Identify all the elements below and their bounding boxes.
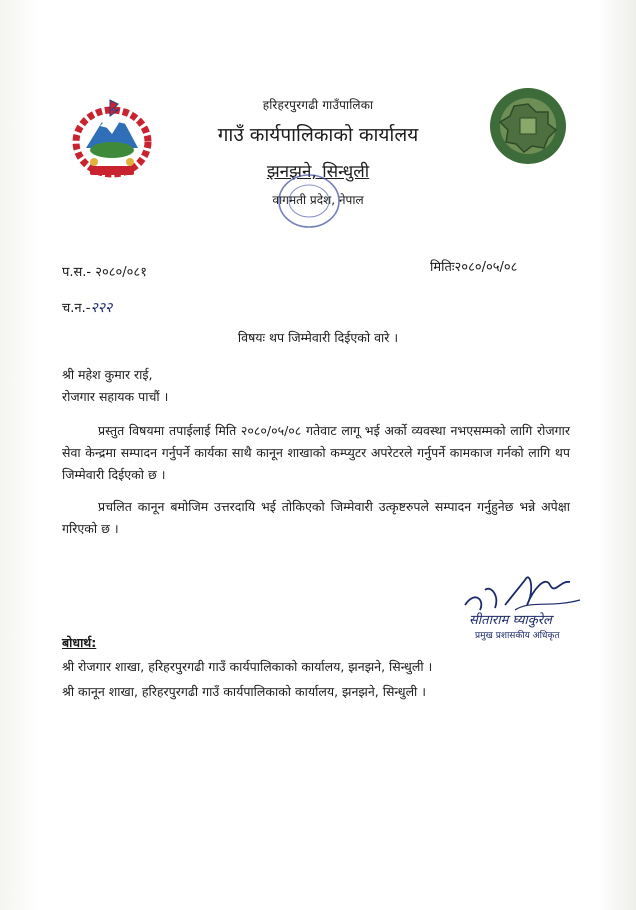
office-name: गाउँ कार्यपालिकाको कार्यालय (217, 124, 419, 146)
patra-sankhya: प.स.- २०८०/०८१ (62, 265, 147, 280)
cc-item: श्री कानून शाखा, हरिहरपुरगढी गाउँ कार्यपालिकाको कार्यालय, झनझने, सिन्धुली । (62, 684, 426, 699)
office-stamp-icon (276, 170, 342, 232)
province: वागमती प्रदेश, नेपाल (272, 193, 364, 207)
subject-line: विषयः थप जिम्मेवारी दिईएको वारे । (237, 330, 399, 345)
addressee-name: श्री महेश कुमार राई, (62, 367, 153, 382)
municipality-name: हरिहरपुरगढी गाउँपालिका (262, 98, 374, 112)
letter-date: मितिः२०८०/०५/०८ (430, 260, 518, 275)
chalani-handwritten: २२२ (90, 300, 113, 316)
cc-item: श्री रोजगार शाखा, हरिहरपुरगढी गाउँ कार्यपालिकाको कार्यालय, झनझने, सिन्धुली । (62, 659, 433, 674)
body-paragraph-2: प्रचलित कानून बमोजिम उत्तरदायि भई तोकिएको जिम्मेवारी उत्कृष्टरुपले सम्पादन गर्नुहुनेछ भन्ने अपेक्षा गरिएको छ । (62, 499, 570, 536)
office-location: झनझने, सिन्धुली (266, 162, 370, 182)
chalani-number (62, 298, 112, 317)
bodharth-heading: बोधार्थ: (62, 635, 97, 650)
addressee-position: रोजगार सहायक पाचौं । (62, 389, 169, 404)
signature-block (455, 560, 590, 655)
body-paragraph-1: प्रस्तुत विषयमा तपाईलाई मिति २०८०/०५/०८ गतेवाट लागू भई अर्को व्यवस्था नभएसम्मको लागि रोजगार सेवा केन्द्रमा सम्पादन गर्नुपर्ने कार्यका साथै कानून शाखाको कम्प्युटर अपरेटरले गर्नुपर्ने कामकाज गर्नको लागि थप जिम्मेवारी दिईएको छ । (62, 423, 570, 482)
signatory-title: प्रमुख प्रशासकीय अधिकृत (475, 631, 560, 641)
chalani-label: च.न.- (62, 301, 91, 316)
signatory-name: सीताराम घ्याकुरेल (469, 613, 552, 628)
